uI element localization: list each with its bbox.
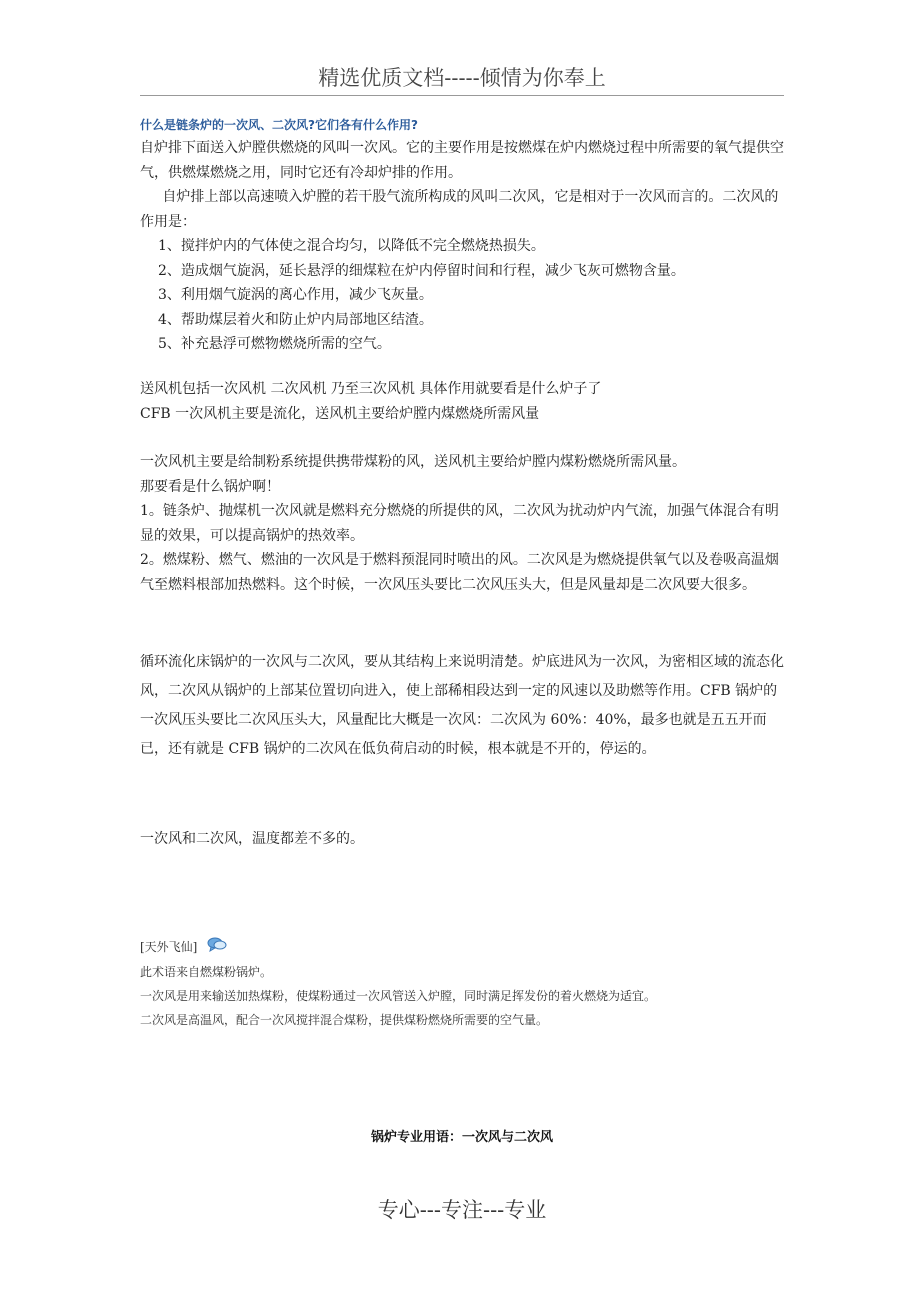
boiler-question-line: 那要看是什么锅炉啊！ — [140, 478, 280, 495]
list-item: 3、利用烟气旋涡的离心作用，减少飞灰量。 — [158, 287, 433, 303]
fan-purpose-line: 一次风机主要是给制粉系统提供携带煤粉的风，送风机主要给炉膛内煤粉燃烧所需风量。 — [140, 454, 686, 470]
section-summary — [140, 825, 784, 854]
document-title: 锅炉专业用语：一次风与二次风 — [370, 1130, 553, 1145]
paragraph-pulverized-coal: 2。燃煤粉、燃气、燃油的一次风是于燃料预混同时喷出的风。二次风是为燃烧提供氧气以及卷吸高温烟气至燃料根部加热燃料。这个时候，一次风压头要比二次风压头大，但是风量却是二次风要大很多。 — [140, 552, 779, 593]
list-item: 1、搅拌炉内的气体使之混合均匀，以降低不完全燃烧热损失。 — [158, 238, 545, 254]
question-title: 什么是链条炉的一次风、二次风?它们各有什么作用? — [140, 118, 418, 132]
comment-line: 二次风是高温风，配合一次风搅拌混合煤粉，提供煤粉燃烧所需要的空气量。 — [140, 1012, 549, 1027]
summary-line: 一次风和二次风，温度都差不多的。 — [140, 831, 364, 847]
paragraph-cfb: 循环流化床锅炉的一次风与二次风，要从其结构上来说明清楚。炉底进风为一次风，为密相区域的流态化风，二次风从锅炉的上部某位置切向进入，使上部稀相段达到一定的风速以及助燃等作用。CFB 锅炉的一次风压头要比二次风压头大，风量配比大概是一次风：二次风为 60%：40%，最多也就是五五开而已，还有就是 CFB 锅炉的二次风在低负荷启动的时候，根本就是不开的，停运的。 — [140, 654, 784, 757]
paragraph-primary-air: 自炉排下面送入炉膛供燃烧的风叫一次风。它的主要作用是按燃煤在炉内燃烧过程中所需要的氧气提供空气，供燃煤燃烧之用，同时它还有冷却炉排的作用。 — [140, 140, 784, 181]
header-divider — [140, 95, 784, 96]
list-item: 4、帮助煤层着火和防止炉内局部地区结渣。 — [158, 311, 433, 328]
list-item: 2、造成烟气旋涡，延长悬浮的细煤粒在炉内停留时间和行程，减少飞灰可燃物含量。 — [158, 262, 685, 279]
section-boiler-types — [140, 450, 784, 597]
comment-line: 此术语来自燃煤粉锅炉。 — [140, 964, 273, 979]
paragraph-secondary-air: 自炉排上部以高速喷入炉膛的若干股气流所构成的风叫二次风，它是相对于一次风而言的。二次风的作用是： — [140, 189, 779, 230]
comment-author[interactable]: [天外飞仙] — [140, 940, 198, 954]
fans-line: 送风机包括一次风机 二次风机 乃至三次风机 具体作用就要看是什么炉子了 — [140, 381, 602, 397]
cfb-line: CFB 一次风机主要是流化，送风机主要给炉膛内煤燃烧所需风量 — [140, 405, 540, 422]
section-cfb — [140, 648, 784, 764]
page-header: 精选优质文档-----倾情为你奉上 — [318, 66, 606, 90]
comment-line: 一次风是用来输送加热煤粉，使煤粉通过一次风管送入炉膛，同时满足挥发份的着火燃烧为适宜。 — [140, 988, 657, 1003]
list-item: 5、补充悬浮可燃物燃烧所需的空气。 — [158, 336, 391, 352]
chat-bubble-icon — [207, 936, 227, 960]
paragraph-chain-grate: 1。链条炉、抛煤机一次风就是燃料充分燃烧的所提供的风，二次风为扰动炉内气流，加强气体混合有明显的效果，可以提高锅炉的热效率。 — [140, 503, 779, 544]
comment-block — [140, 935, 656, 1032]
section-primary-secondary-air — [140, 136, 784, 357]
page-footer: 专心---专注---专业 — [377, 1198, 547, 1222]
section-fans — [140, 377, 784, 426]
